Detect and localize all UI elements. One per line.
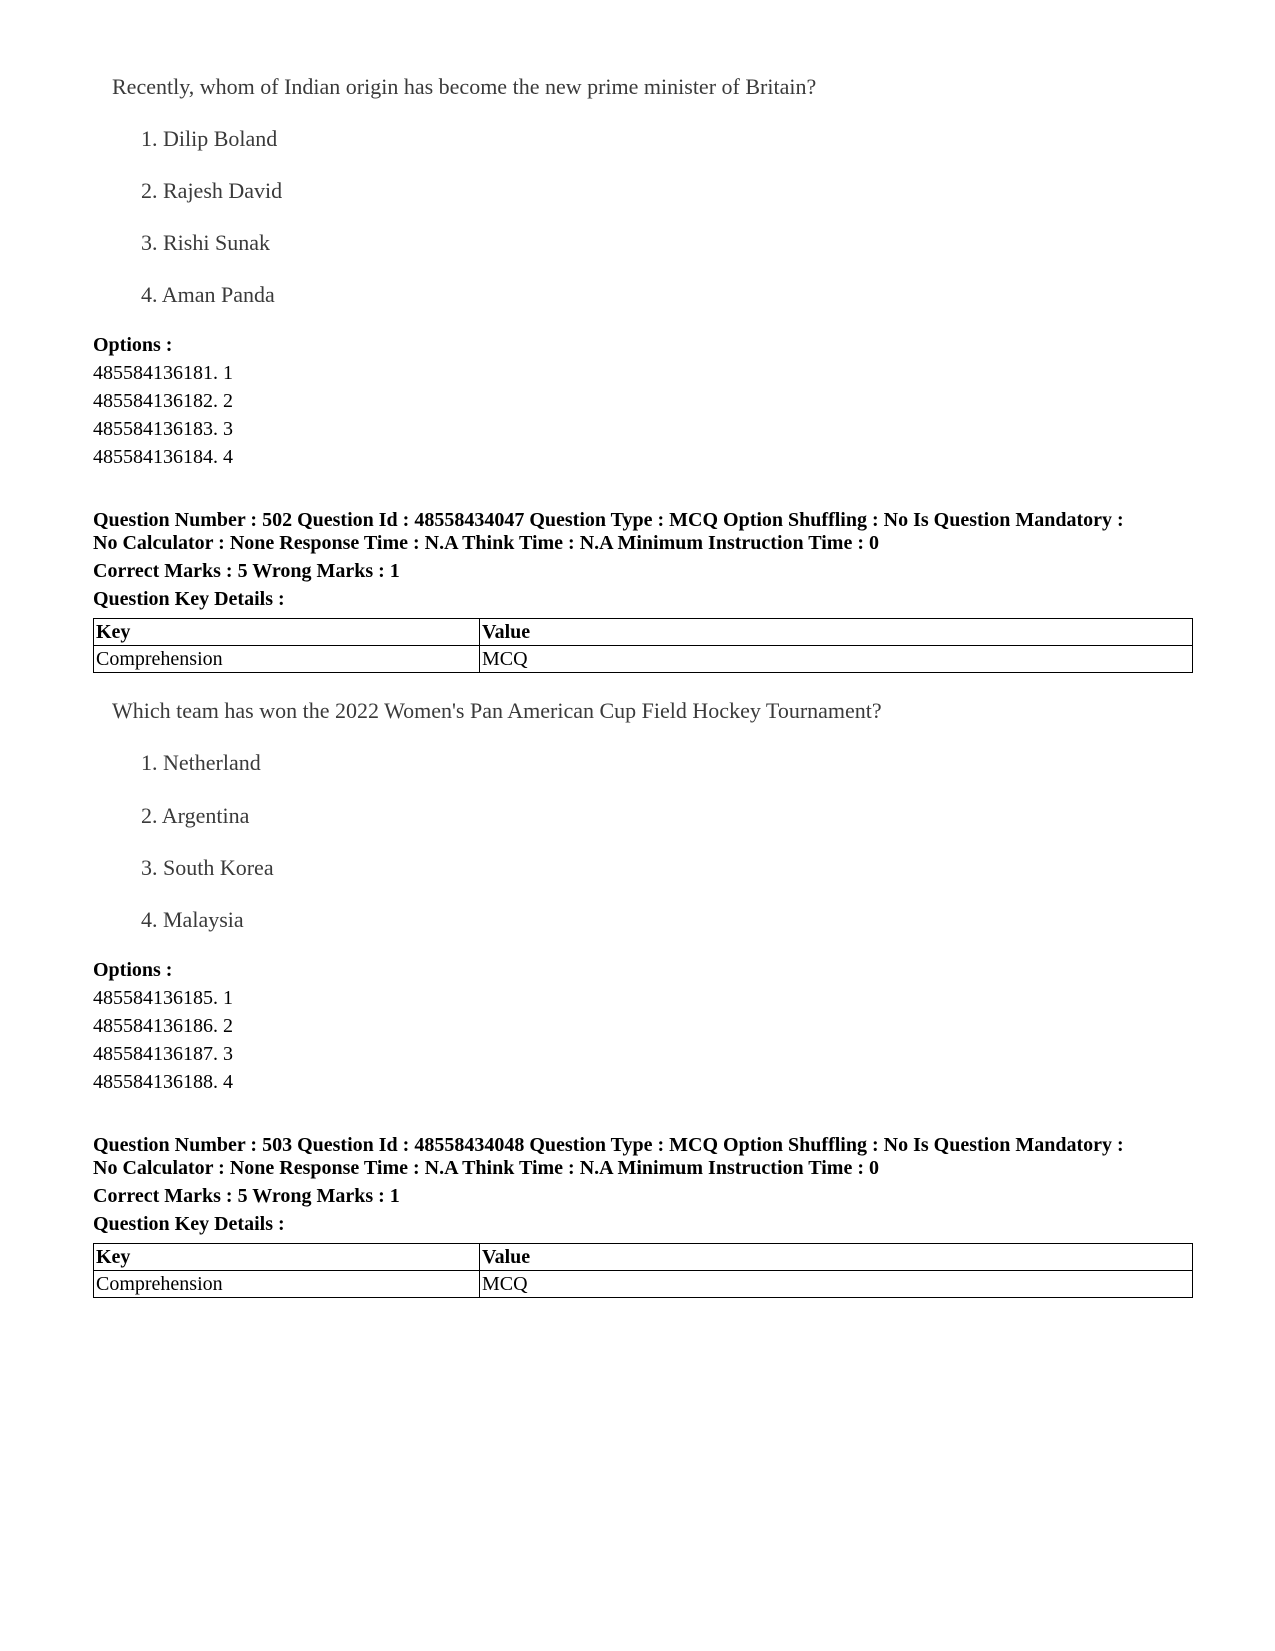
table-cell-value: MCQ bbox=[480, 1271, 1193, 1298]
question-text: Which team has won the 2022 Women's Pan American Cup Field Hockey Tournament? bbox=[112, 698, 882, 723]
table-cell-key: Comprehension bbox=[94, 646, 480, 673]
table-header-value: Value bbox=[480, 1244, 1193, 1271]
question-meta-line-2: No Calculator : None Response Time : N.A Think Time : N.A Minimum Instruction Time : 0 bbox=[93, 1157, 879, 1179]
table-header-value: Value bbox=[480, 619, 1193, 646]
key-value-table bbox=[93, 618, 1193, 673]
option-id-line: 485584136185. 1 bbox=[93, 987, 233, 1009]
answer-choice: 4. Malaysia bbox=[141, 907, 244, 932]
key-value-table bbox=[93, 1243, 1193, 1298]
answer-choice: 2. Rajesh David bbox=[141, 178, 283, 203]
question-meta-line-1: Question Number : 502 Question Id : 48558434047 Question Type : MCQ Option Shuffling : No Is Question Mandatory : bbox=[93, 509, 1124, 531]
answer-choice: 2. Argentina bbox=[141, 803, 250, 828]
answer-choice: 1. Netherland bbox=[141, 750, 261, 775]
option-id-line: 485584136188. 4 bbox=[93, 1071, 233, 1093]
table-row bbox=[94, 646, 1193, 673]
key-details-label: Question Key Details : bbox=[93, 1213, 285, 1235]
question-text: Recently, whom of Indian origin has become the new prime minister of Britain? bbox=[112, 74, 817, 99]
option-id-line: 485584136181. 1 bbox=[93, 362, 233, 384]
table-cell-key: Comprehension bbox=[94, 1271, 480, 1298]
option-id-line: 485584136186. 2 bbox=[93, 1015, 233, 1037]
option-id-line: 485584136183. 3 bbox=[93, 418, 233, 440]
marks-line: Correct Marks : 5 Wrong Marks : 1 bbox=[93, 560, 400, 582]
key-details-label: Question Key Details : bbox=[93, 588, 285, 610]
option-id-line: 485584136187. 3 bbox=[93, 1043, 233, 1065]
options-heading: Options : bbox=[93, 334, 173, 356]
answer-choice: 3. South Korea bbox=[141, 855, 274, 880]
answer-choice: 3. Rishi Sunak bbox=[141, 230, 270, 255]
option-id-line: 485584136184. 4 bbox=[93, 446, 233, 468]
table-row bbox=[94, 1271, 1193, 1298]
table-header-key: Key bbox=[94, 1244, 480, 1271]
question-meta-line-1: Question Number : 503 Question Id : 48558434048 Question Type : MCQ Option Shuffling : No Is Question Mandatory : bbox=[93, 1134, 1124, 1156]
answer-choice: 1. Dilip Boland bbox=[141, 126, 278, 151]
table-header-row bbox=[94, 619, 1193, 646]
table-header-row bbox=[94, 1244, 1193, 1271]
question-meta-line-2: No Calculator : None Response Time : N.A Think Time : N.A Minimum Instruction Time : 0 bbox=[93, 532, 879, 554]
options-heading: Options : bbox=[93, 959, 173, 981]
answer-choice: 4. Aman Panda bbox=[141, 282, 275, 307]
table-cell-value: MCQ bbox=[480, 646, 1193, 673]
table-header-key: Key bbox=[94, 619, 480, 646]
option-id-line: 485584136182. 2 bbox=[93, 390, 233, 412]
marks-line: Correct Marks : 5 Wrong Marks : 1 bbox=[93, 1185, 400, 1207]
